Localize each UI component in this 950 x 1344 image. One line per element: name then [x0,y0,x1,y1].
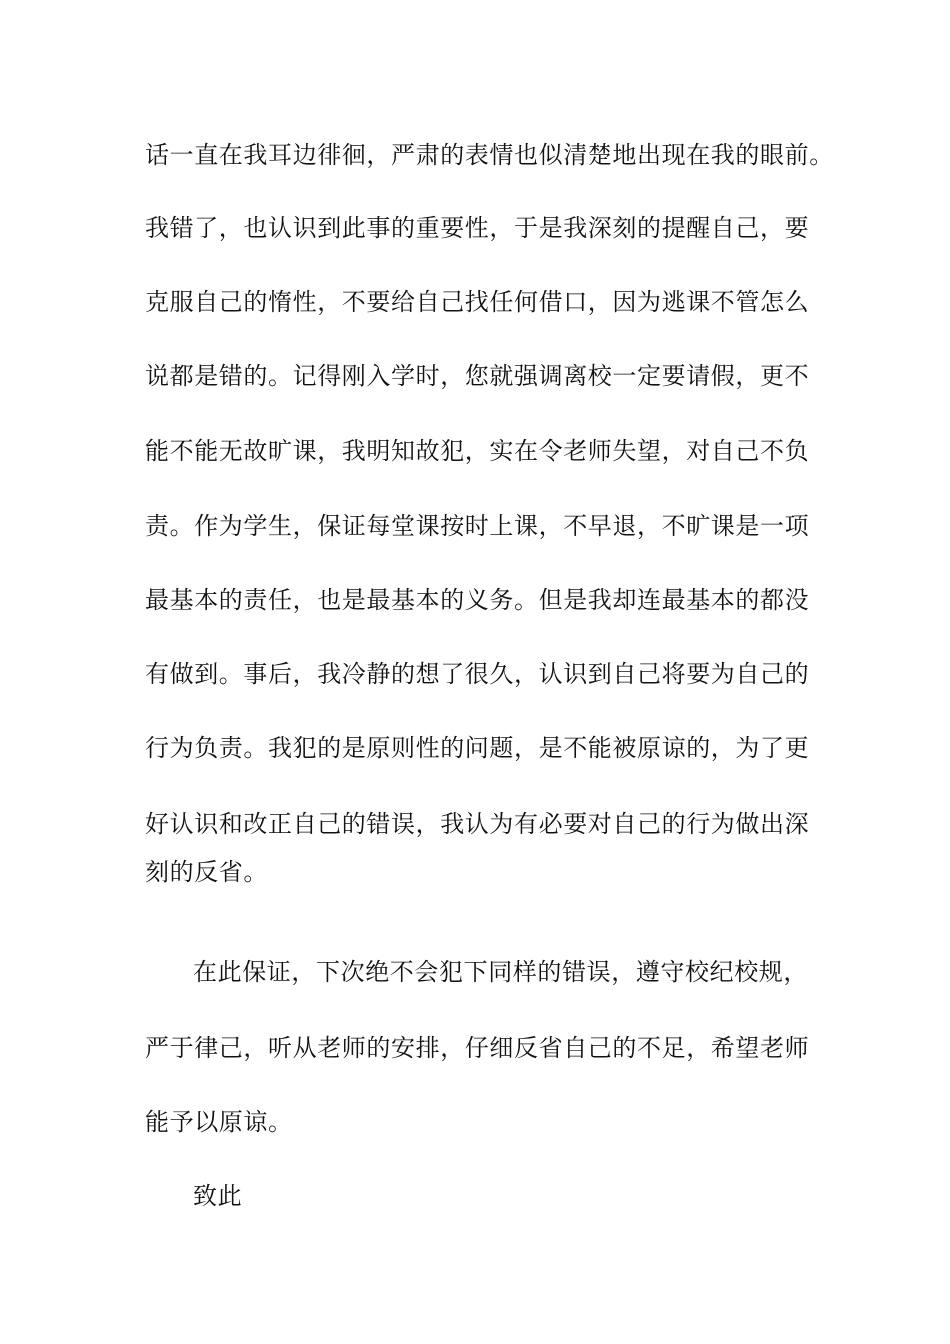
text-line: 严于律己，听从老师的安排，仔细反省自己的不足，希望老师 [145,1034,810,1062]
text-line: 行为负责。我犯的是原则性的问题，是不能被原谅的，为了更 [145,734,810,762]
text-line: 刻的反省。 [145,858,268,886]
text-line: 好认识和改正自己的错误，我认为有必要对自己的行为做出深 [145,810,810,838]
text-line: 最基本的责任，也是最基本的义务。但是我却连最基本的都没 [145,586,810,614]
text-line: 能不能无故旷课，我明知故犯，实在令老师失望，对自己不负 [145,437,810,465]
text-line: 有做到。事后，我冷静的想了很久，认识到自己将要为自己的 [145,660,810,688]
text-line: 我错了，也认识到此事的重要性，于是我深刻的提醒自己，要 [145,214,810,242]
closing-line: 致此 [193,1182,243,1210]
text-line: 能予以原谅。 [145,1108,293,1136]
text-line: 话一直在我耳边徘徊，严肃的表情也似清楚地出现在我的眼前。 [145,141,834,169]
text-line: 责。作为学生，保证每堂课按时上课，不早退，不旷课是一项 [145,512,810,540]
text-line: 克服自己的惰性，不要给自己找任何借口，因为逃课不管怎么 [145,288,810,316]
text-line: 在此保证，下次绝不会犯下同样的错误，遵守校纪校规， [193,958,808,986]
text-line: 说都是错的。记得刚入学时，您就强调离校一定要请假，更不 [145,362,810,390]
